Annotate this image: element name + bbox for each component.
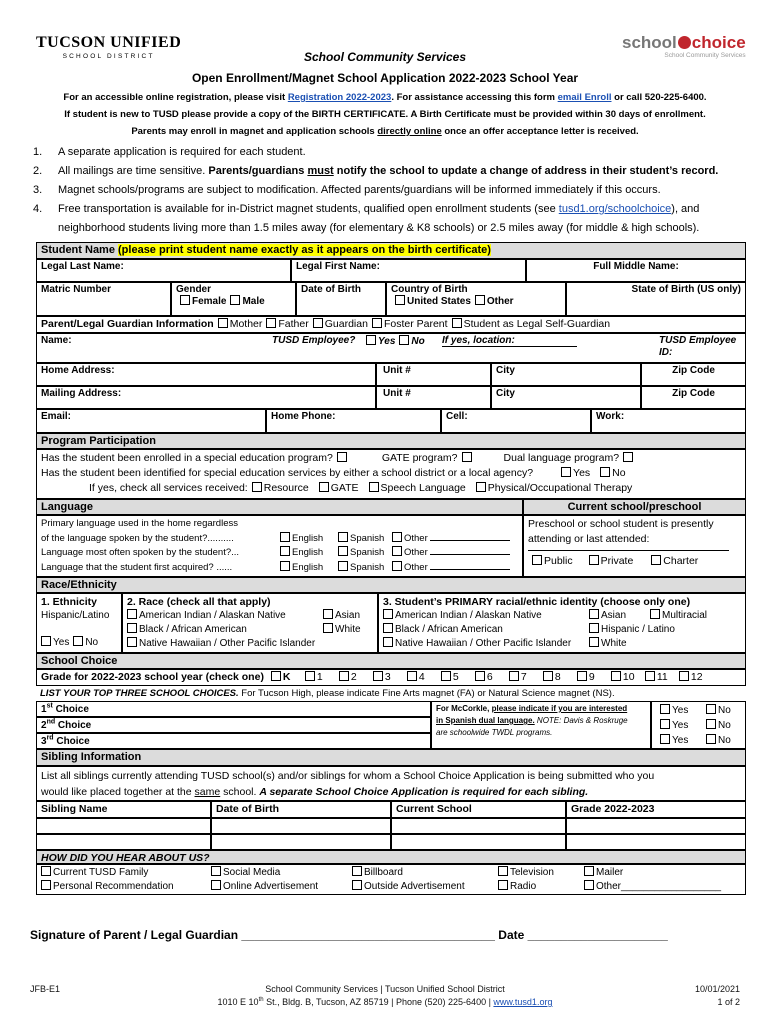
choices-instruction: LIST YOUR TOP THREE SCHOOL CHOICES. For Tucson High, please indicate Fine Arts magnet (FA) or Natural Science magnet (NS). [40, 688, 615, 699]
grade-4-checkbox[interactable] [407, 671, 417, 681]
television-checkbox[interactable] [498, 866, 508, 876]
sibling-name-col: Sibling Name [36, 801, 211, 818]
primary-black-checkbox[interactable] [383, 623, 393, 633]
grade-8-checkbox[interactable] [543, 671, 553, 681]
race-black-checkbox[interactable] [127, 623, 137, 633]
state-of-birth-field[interactable]: State of Birth (US only) [566, 282, 746, 316]
sibling-cell[interactable] [391, 818, 566, 834]
page-number: 1 of 2 [717, 997, 740, 1007]
identified-no-checkbox[interactable] [600, 467, 610, 477]
rule-item: 2. All mailings are time sensitive. Parents/guardians must notify the school to update a change of address in their student’s record. [33, 165, 719, 177]
registration-link[interactable]: Registration 2022-2023 [287, 92, 392, 103]
country-of-birth-field: Country of Birth United States Other [386, 282, 566, 316]
first-english-checkbox[interactable] [280, 561, 290, 571]
rule-item-cont: neighborhood students living more than 1.5 miles away (for elementary & K8 schools) or 2.5 miles away (for middle & high schools). [58, 222, 700, 234]
race-white-checkbox[interactable] [323, 623, 333, 633]
grade-7-checkbox[interactable] [509, 671, 519, 681]
grade-6-checkbox[interactable] [475, 671, 485, 681]
tusd-website-link[interactable]: www.tusd1.org [493, 997, 553, 1007]
grade-1-checkbox[interactable] [305, 671, 315, 681]
race-pacific-islander-checkbox[interactable] [127, 637, 137, 647]
home-address-field[interactable]: Home Address: [36, 363, 376, 386]
public-checkbox[interactable] [532, 555, 542, 565]
grade-5-checkbox[interactable] [441, 671, 451, 681]
online-ad-checkbox[interactable] [211, 880, 221, 890]
tusd-logo: TUCSON UNIFIED SCHOOL DISTRICT [36, 34, 182, 60]
grade-3-checkbox[interactable] [373, 671, 383, 681]
cell-phone-field[interactable]: Cell: [441, 409, 591, 433]
parent-name-row[interactable]: Name: TUSD Employee? Yes No If yes, location: TUSD Employee ID: [36, 333, 746, 363]
therapy-checkbox[interactable] [476, 482, 486, 492]
outside-ad-checkbox[interactable] [352, 880, 362, 890]
resource-checkbox[interactable] [252, 482, 262, 492]
grade-2-checkbox[interactable] [339, 671, 349, 681]
sibling-dob-col: Date of Birth [211, 801, 391, 818]
tusd-employee-no-checkbox[interactable] [399, 335, 409, 345]
page-title: School Community Services [303, 50, 467, 64]
work-phone-field[interactable]: Work: [591, 409, 746, 433]
race-american-indian-checkbox[interactable] [127, 609, 137, 619]
tusd-employee-yes-checkbox[interactable] [366, 335, 376, 345]
grade-11-checkbox[interactable] [645, 671, 655, 681]
form-code: JFB-E1 [30, 984, 61, 994]
choice2-yes-checkbox[interactable] [660, 719, 670, 729]
info-line-3: Parents may enroll in magnet and application schools directly online once an offer acceptance letter is received. [131, 126, 639, 137]
sibling-cell[interactable] [566, 818, 746, 834]
foster-parent-checkbox[interactable] [372, 318, 382, 328]
first-choice-field[interactable]: 1st Choice [36, 701, 431, 717]
info-line-1: For an accessible online registration, please visit Registration 2022-2023. For assistance accessing this form email Enroll or call 520-225-6400. [63, 92, 707, 103]
private-checkbox[interactable] [589, 555, 599, 565]
legal-first-name-field[interactable]: Legal First Name: [291, 259, 526, 282]
program-participation-body: Has the student been enrolled in a special education program? GATE program? Dual language program? Has the student been identified for special education services by either a school district or a local agency? Yes No If yes, check all services received: Resource GATE Speech Language Physical/Occupational Therapy [36, 449, 746, 499]
choice1-no-checkbox[interactable] [706, 704, 716, 714]
primary-english-checkbox[interactable] [280, 532, 290, 542]
grade-12-checkbox[interactable] [679, 671, 689, 681]
mailing-unit-field[interactable]: Unit # [376, 386, 491, 409]
signature-line[interactable]: Signature of Parent / Legal Guardian ______________________________________ Date _____________________ [30, 928, 668, 942]
choice3-yes-checkbox[interactable] [660, 734, 670, 744]
footer-dept: School Community Services | Tucson Unified School District [265, 984, 505, 994]
language-header: Language [36, 499, 523, 515]
home-unit-field[interactable]: Unit # [376, 363, 491, 386]
footer-date: 10/01/2021 [694, 984, 740, 994]
charter-checkbox[interactable] [651, 555, 661, 565]
hispanic-yes-checkbox[interactable] [41, 636, 51, 646]
mailer-checkbox[interactable] [584, 866, 594, 876]
sibling-cell[interactable] [211, 818, 391, 834]
grade-10-checkbox[interactable] [611, 671, 621, 681]
school-choice-header: School Choice [36, 653, 746, 669]
application-form [36, 242, 746, 935]
sibling-cell[interactable] [36, 834, 211, 850]
choice3-no-checkbox[interactable] [706, 734, 716, 744]
sibling-cell[interactable] [391, 834, 566, 850]
personal-recommendation-checkbox[interactable] [41, 880, 51, 890]
mailing-zip-field[interactable]: Zip Code [641, 386, 746, 409]
self-guardian-checkbox[interactable] [452, 318, 462, 328]
primary-spanish-checkbox[interactable] [338, 532, 348, 542]
grade-9-checkbox[interactable] [577, 671, 587, 681]
rule-item: 3. Magnet schools/programs are subject to modification. Affected parents/guardians will be informed immediately if this occurs. [33, 184, 661, 196]
social-media-checkbox[interactable] [211, 866, 221, 876]
schoolchoice-logo: school choice School Community Services [622, 33, 746, 59]
speech-language-checkbox[interactable] [369, 482, 379, 492]
rule-item: 1. A separate application is required for each student. [33, 146, 306, 158]
matric-number-field[interactable]: Matric Number [36, 282, 171, 316]
special-ed-checkbox[interactable] [337, 452, 347, 462]
sibling-cell[interactable] [36, 818, 211, 834]
email-field[interactable]: Email: [36, 409, 266, 433]
legal-last-name-field[interactable]: Legal Last Name: [36, 259, 291, 282]
sibling-cell[interactable] [566, 834, 746, 850]
info-line-2: If student is new to TUSD please provide a copy of the BIRTH CERTIFICATE. A Birth Certificate must be provided within 30 days of enrollment. [64, 109, 706, 120]
primary-white-checkbox[interactable] [589, 637, 599, 647]
full-middle-name-field[interactable]: Full Middle Name: [526, 259, 746, 282]
current-school-body: Preschool or school student is presently attending or last attended: Public Private Charter [523, 515, 746, 577]
race-asian-checkbox[interactable] [323, 609, 333, 619]
current-school-input[interactable] [528, 547, 729, 551]
radio-checkbox[interactable] [498, 880, 508, 890]
how-did-you-hear-header: HOW DID YOU HEAR ABOUT US? [36, 850, 746, 864]
rule-item: 4. Free transportation is available for in-District magnet students, qualified open enrollment students (see tusd1.org/schoolchoice), and [33, 203, 700, 215]
male-checkbox[interactable] [230, 295, 240, 305]
primary-hispanic-checkbox[interactable] [589, 623, 599, 633]
gender-field: Gender Female Male [171, 282, 296, 316]
sibling-info-header: Sibling Information [36, 749, 746, 766]
choice1-yes-checkbox[interactable] [660, 704, 670, 714]
gate-checkbox[interactable] [462, 452, 472, 462]
current-family-checkbox[interactable] [41, 866, 51, 876]
race-col: 2. Race (check all that apply) American Indian / Alaskan Native Asian Black / African American White Native Hawaiian / Other Pacific Islander [122, 593, 378, 653]
mailing-address-field[interactable]: Mailing Address: [36, 386, 376, 409]
sibling-grade-col: Grade 2022-2023 [566, 801, 746, 818]
grade-k-checkbox[interactable] [271, 671, 281, 681]
how-did-you-hear-body: Current TUSD Family Social Media Billboard Television Mailer Personal Recommendation Online Advertisement Outside Advertisement Radio Other__________________ [36, 864, 746, 895]
primary-asian-checkbox[interactable] [589, 609, 599, 619]
rules-list [33, 143, 748, 238]
other-source-checkbox[interactable] [584, 880, 594, 890]
primary-other-checkbox[interactable] [392, 532, 402, 542]
billboard-checkbox[interactable] [352, 866, 362, 876]
gate-service-checkbox[interactable] [319, 482, 329, 492]
most-other-checkbox[interactable] [392, 546, 402, 556]
current-school-header: Current school/preschool [523, 499, 746, 515]
date-of-birth-field[interactable]: Date of Birth [296, 282, 386, 316]
sibling-school-col: Current School [391, 801, 566, 818]
home-phone-field[interactable]: Home Phone: [266, 409, 441, 433]
page-subtitle: Open Enrollment/Magnet School Application 2022-2023 School Year [191, 71, 579, 85]
primary-pacific-islander-checkbox[interactable] [383, 637, 393, 647]
schoolchoice-link[interactable]: tusd1.org/schoolchoice [558, 203, 672, 215]
mother-checkbox[interactable] [218, 318, 228, 328]
identified-yes-checkbox[interactable] [561, 467, 571, 477]
student-name-header: Student Name (please print student name exactly as it appears on the birth certificate) [36, 242, 746, 259]
most-spanish-checkbox[interactable] [338, 546, 348, 556]
home-zip-field[interactable]: Zip Code [641, 363, 746, 386]
female-checkbox[interactable] [180, 295, 190, 305]
primary-identity-col: 3. Student’s PRIMARY racial/ethnic identity (choose only one) American Indian / Alaskan Native Asian Multiracial Black / African American Hispanic / Latino Native Hawaiian / Other Pacific Islander White [378, 593, 746, 653]
first-spanish-checkbox[interactable] [338, 561, 348, 571]
mailing-city-field[interactable]: City [491, 386, 641, 409]
guardian-checkbox[interactable] [313, 318, 323, 328]
dual-language-yes-no: Yes No Yes No Yes No [651, 701, 746, 749]
united-states-checkbox[interactable] [395, 295, 405, 305]
parent-guardian-row: Parent/Legal Guardian Information Mother Father Guardian Foster Parent Student as Legal Self-Guardian [36, 316, 746, 333]
program-participation-header: Program Participation [36, 433, 746, 449]
first-other-checkbox[interactable] [392, 561, 402, 571]
choice2-no-checkbox[interactable] [706, 719, 716, 729]
primary-multiracial-checkbox[interactable] [650, 609, 660, 619]
race-ethnicity-header: Race/Ethnicity [36, 577, 746, 593]
third-choice-field[interactable]: 3rd Choice [36, 733, 431, 749]
language-body: Primary language used in the home regardless of the language spoken by the student?.......... English Spanish Other Language most often spoken by the student?... English Spanish Other Language that the student first acquired? ...... English Spanish Other [36, 515, 523, 577]
mccorkle-note: For McCorkle, please indicate if you are interested in Spanish dual language. NOTE: Davis & Roskruge are schoolwide TWDL programs. [431, 701, 651, 749]
home-city-field[interactable]: City [491, 363, 641, 386]
email-enroll-link[interactable]: email Enroll [557, 92, 612, 103]
hispanic-no-checkbox[interactable] [73, 636, 83, 646]
sibling-cell[interactable] [211, 834, 391, 850]
father-checkbox[interactable] [266, 318, 276, 328]
grade-row: Grade for 2022-2023 school year (check one) K 1 2 3 4 5 6 7 8 9 10 11 12 [36, 669, 746, 686]
apple-icon [678, 36, 691, 49]
ethnicity-col: 1. Ethnicity Hispanic/Latino Yes No [36, 593, 122, 653]
sibling-instructions: List all siblings currently attending TUSD school(s) and/or siblings for whom a School Choice Application is being submitted who you would like placed together at the same school. A separate School Choice Application is required for each sibling. [36, 766, 746, 801]
primary-american-indian-checkbox[interactable] [383, 609, 393, 619]
dual-language-checkbox[interactable] [623, 452, 633, 462]
second-choice-field[interactable]: 2nd Choice [36, 717, 431, 733]
footer-address: 1010 E 10th St., Bldg. B, Tucson, AZ 85719 | Phone (520) 225-6400 | www.tusd1.org [217, 997, 553, 1007]
most-english-checkbox[interactable] [280, 546, 290, 556]
other-country-checkbox[interactable] [475, 295, 485, 305]
